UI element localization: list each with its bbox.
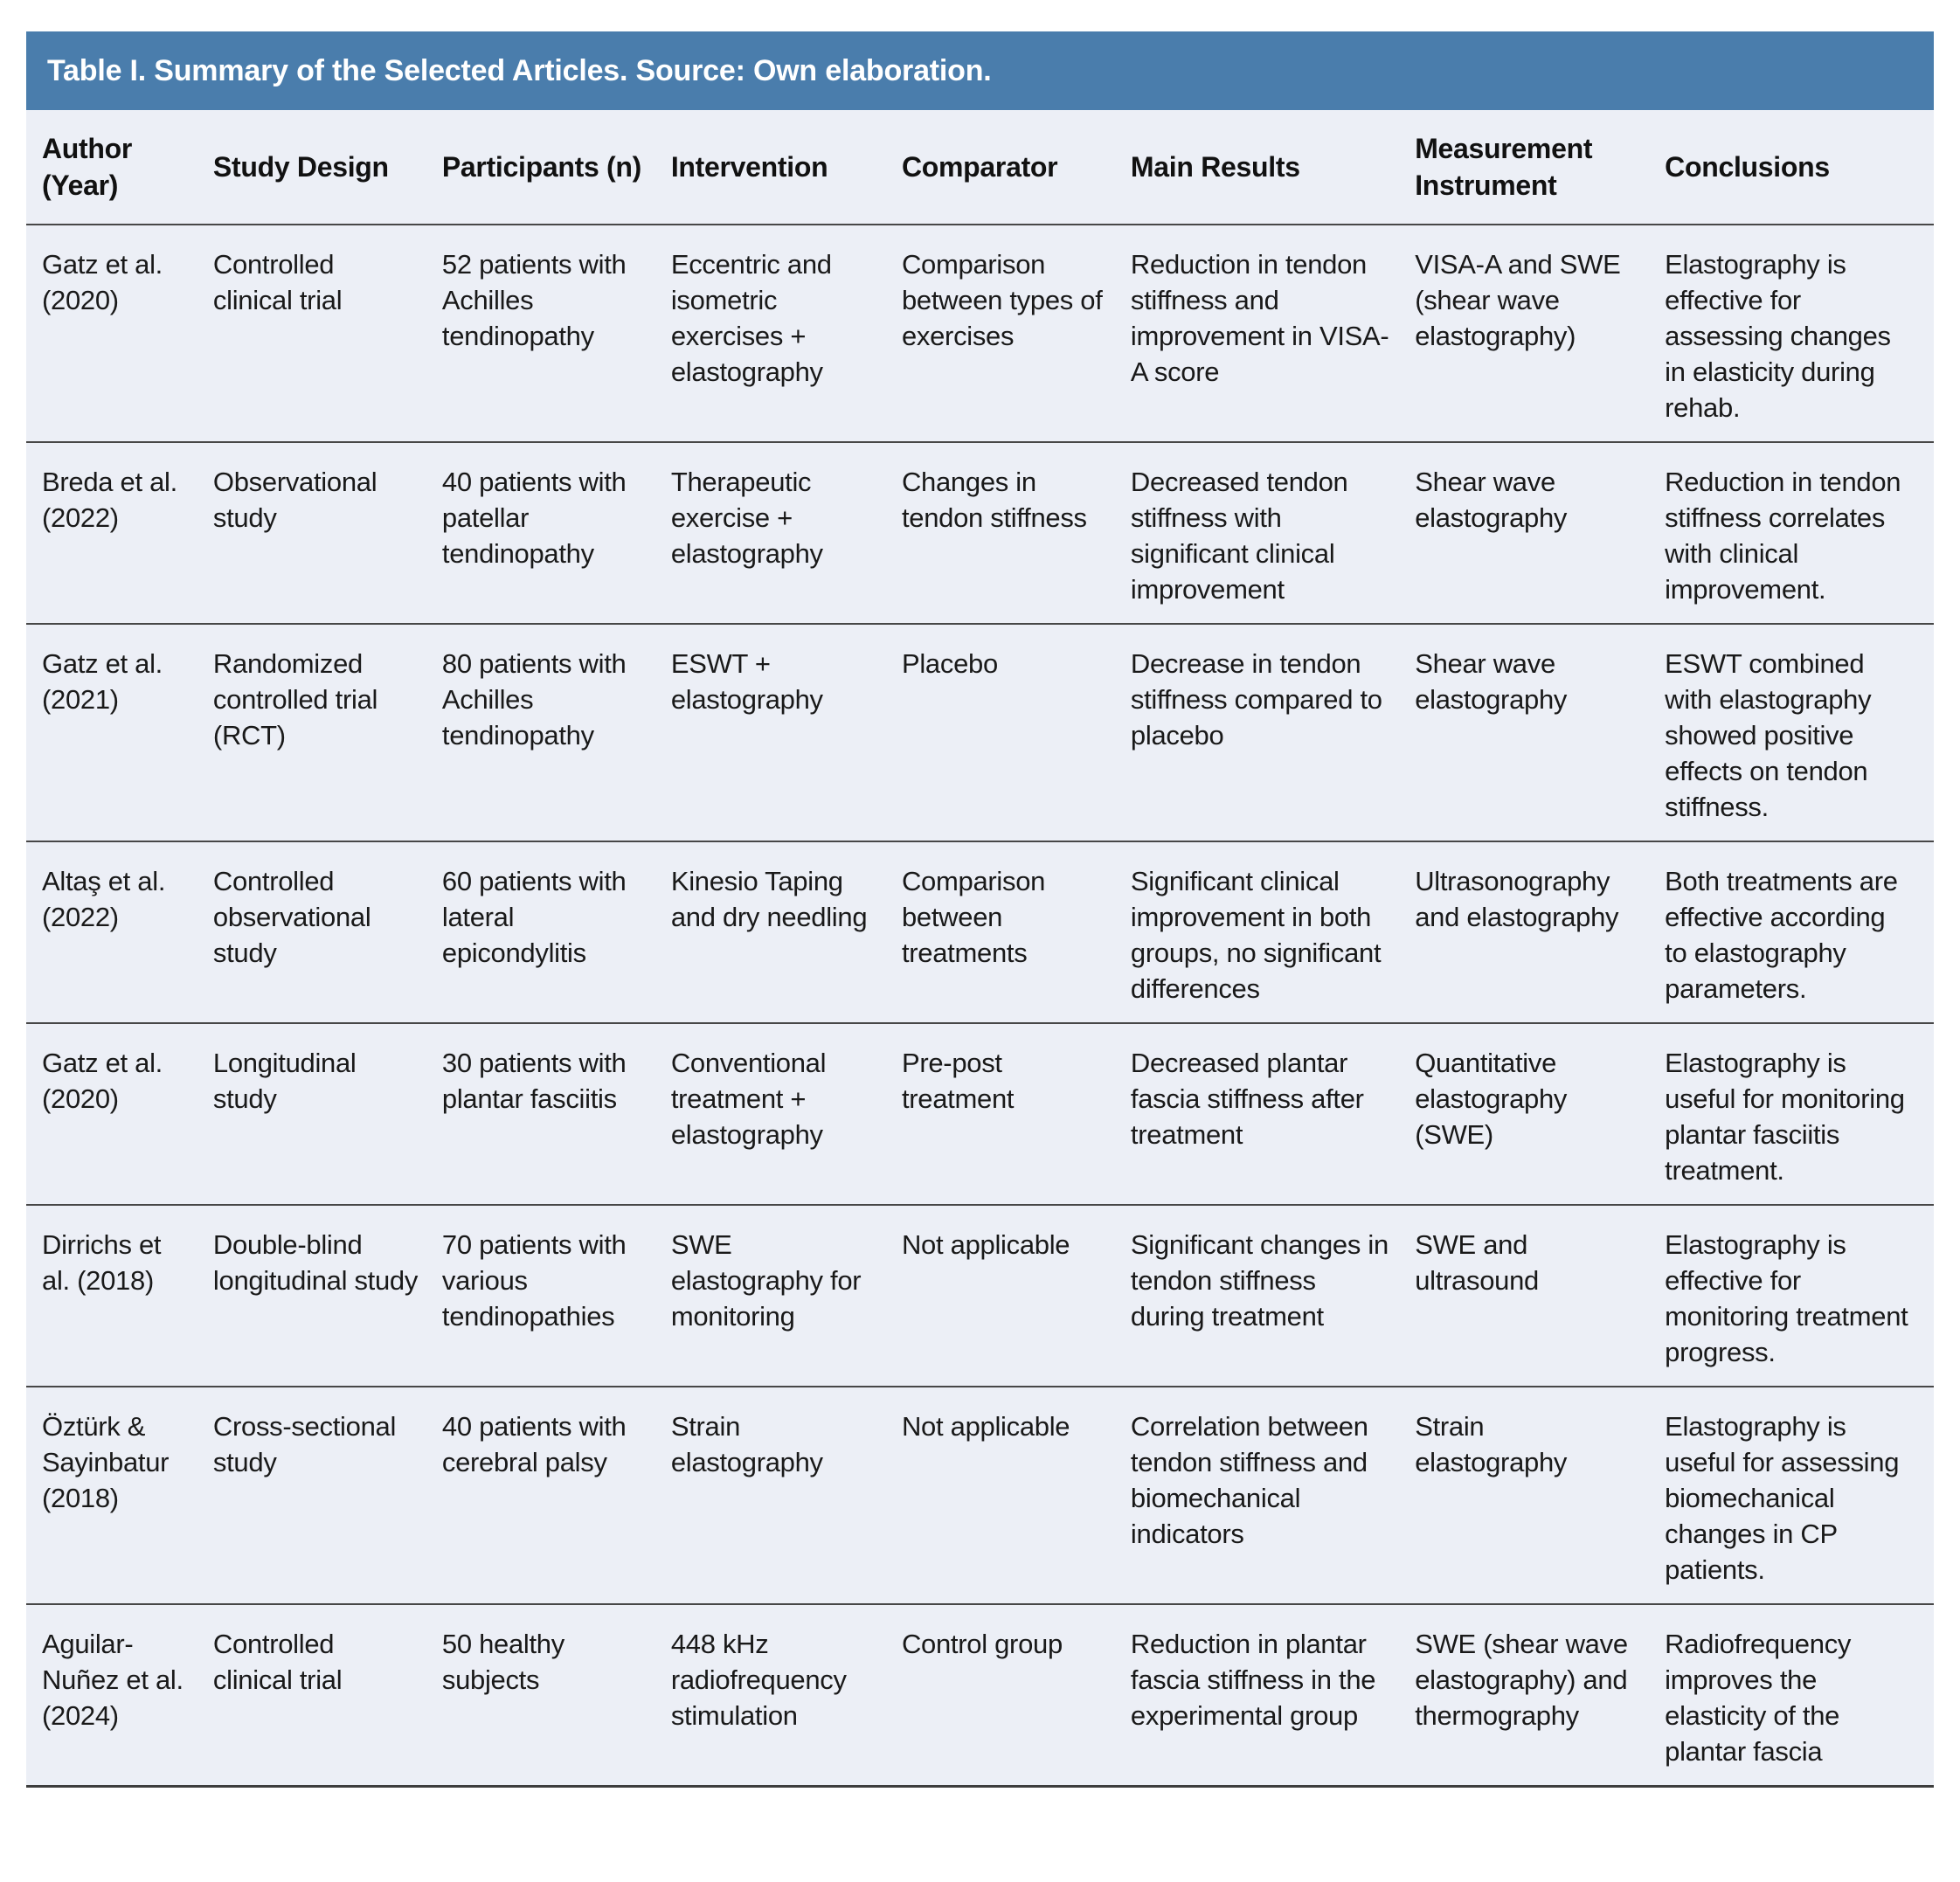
cell-participants: 80 patients with Achilles tendinopathy [442, 624, 671, 841]
table-row [26, 225, 1934, 442]
cell-intervention: Eccentric and isometric exercises + elastography [671, 225, 902, 442]
cell-measurement-instrument: SWE and ultrasound [1415, 1205, 1665, 1387]
cell-main-results: Reduction in tendon stiffness and improvement in VISA-A score [1131, 225, 1415, 442]
cell-comparator: Comparison between treatments [902, 841, 1131, 1023]
table-row [26, 1205, 1934, 1387]
cell-comparator: Pre-post treatment [902, 1023, 1131, 1205]
header-row [26, 110, 1934, 225]
table-row [26, 1023, 1934, 1205]
cell-conclusions: ESWT combined with elastography showed positive effects on tendon stiffness. [1665, 624, 1934, 841]
column-header-main-results: Main Results [1131, 110, 1415, 225]
cell-conclusions: Elastography is effective for monitoring treatment progress. [1665, 1205, 1934, 1387]
cell-comparator: Changes in tendon stiffness [902, 442, 1131, 624]
column-header-intervention: Intervention [671, 110, 902, 225]
cell-intervention: ESWT + elastography [671, 624, 902, 841]
table-row [26, 841, 1934, 1023]
cell-comparator: Comparison between types of exercises [902, 225, 1131, 442]
cell-author: Gatz et al. (2020) [26, 225, 213, 442]
cell-measurement-instrument: Shear wave elastography [1415, 442, 1665, 624]
cell-participants: 40 patients with patellar tendinopathy [442, 442, 671, 624]
cell-participants: 70 patients with various tendinopathies [442, 1205, 671, 1387]
cell-conclusions: Reduction in tendon stiffness correlates with clinical improvement. [1665, 442, 1934, 624]
cell-main-results: Reduction in plantar fascia stiffness in the experimental group [1131, 1604, 1415, 1787]
column-header-measurement-instrument: Measurement Instrument [1415, 110, 1665, 225]
cell-study-design: Observational study [213, 442, 442, 624]
table-row [26, 1387, 1934, 1604]
table-row [26, 1604, 1934, 1787]
cell-study-design: Controlled clinical trial [213, 225, 442, 442]
cell-intervention: 448 kHz radiofrequency stimulation [671, 1604, 902, 1787]
cell-comparator: Not applicable [902, 1205, 1131, 1387]
summary-table [26, 31, 1934, 1788]
column-header-conclusions: Conclusions [1665, 110, 1934, 225]
cell-conclusions: Both treatments are effective according to elastography parameters. [1665, 841, 1934, 1023]
cell-main-results: Correlation between tendon stiffness and biomechanical indicators [1131, 1387, 1415, 1604]
cell-study-design: Controlled clinical trial [213, 1604, 442, 1787]
table-title: Table I. Summary of the Selected Articles. Source: Own elaboration. [47, 53, 992, 87]
cell-study-design: Longitudinal study [213, 1023, 442, 1205]
cell-conclusions: Elastography is useful for monitoring plantar fasciitis treatment. [1665, 1023, 1934, 1205]
cell-participants: 50 healthy subjects [442, 1604, 671, 1787]
cell-intervention: Therapeutic exercise + elastography [671, 442, 902, 624]
cell-comparator: Placebo [902, 624, 1131, 841]
cell-measurement-instrument: Ultrasonography and elastography [1415, 841, 1665, 1023]
cell-study-design: Controlled observational study [213, 841, 442, 1023]
cell-participants: 52 patients with Achilles tendinopathy [442, 225, 671, 442]
table-row [26, 624, 1934, 841]
cell-author: Aguilar-Nuñez et al. (2024) [26, 1604, 213, 1787]
articles-table [26, 110, 1934, 1788]
cell-participants: 60 patients with lateral epicondylitis [442, 841, 671, 1023]
cell-participants: 40 patients with cerebral palsy [442, 1387, 671, 1604]
cell-measurement-instrument: Strain elastography [1415, 1387, 1665, 1604]
cell-measurement-instrument: SWE (shear wave elastography) and thermography [1415, 1604, 1665, 1787]
cell-author: Gatz et al. (2020) [26, 1023, 213, 1205]
cell-intervention: Kinesio Taping and dry needling [671, 841, 902, 1023]
cell-author: Altaş et al. (2022) [26, 841, 213, 1023]
cell-main-results: Significant changes in tendon stiffness during treatment [1131, 1205, 1415, 1387]
table-row [26, 442, 1934, 624]
cell-author: Öztürk & Sayinbatur (2018) [26, 1387, 213, 1604]
cell-intervention: SWE elastography for monitoring [671, 1205, 902, 1387]
cell-study-design: Randomized controlled trial (RCT) [213, 624, 442, 841]
column-header-study-design: Study Design [213, 110, 442, 225]
cell-comparator: Control group [902, 1604, 1131, 1787]
cell-measurement-instrument: Shear wave elastography [1415, 624, 1665, 841]
cell-conclusions: Elastography is effective for assessing changes in elasticity during rehab. [1665, 225, 1934, 442]
cell-main-results: Decrease in tendon stiffness compared to placebo [1131, 624, 1415, 841]
cell-author: Dirrichs et al. (2018) [26, 1205, 213, 1387]
cell-comparator: Not applicable [902, 1387, 1131, 1604]
cell-measurement-instrument: Quantitative elastography (SWE) [1415, 1023, 1665, 1205]
cell-measurement-instrument: VISA-A and SWE (shear wave elastography) [1415, 225, 1665, 442]
cell-main-results: Significant clinical improvement in both groups, no significant differences [1131, 841, 1415, 1023]
cell-conclusions: Elastography is useful for assessing biomechanical changes in CP patients. [1665, 1387, 1934, 1604]
cell-participants: 30 patients with plantar fasciitis [442, 1023, 671, 1205]
cell-study-design: Cross-sectional study [213, 1387, 442, 1604]
cell-intervention: Strain elastography [671, 1387, 902, 1604]
cell-author: Breda et al. (2022) [26, 442, 213, 624]
column-header-comparator: Comparator [902, 110, 1131, 225]
cell-main-results: Decreased tendon stiffness with significant clinical improvement [1131, 442, 1415, 624]
cell-conclusions: Radiofrequency improves the elasticity of the plantar fascia [1665, 1604, 1934, 1787]
column-header-author-year: Author (Year) [26, 110, 213, 225]
cell-intervention: Conventional treatment + elastography [671, 1023, 902, 1205]
cell-study-design: Double-blind longitudinal study [213, 1205, 442, 1387]
cell-main-results: Decreased plantar fascia stiffness after treatment [1131, 1023, 1415, 1205]
cell-author: Gatz et al. (2021) [26, 624, 213, 841]
column-header-participants: Participants (n) [442, 110, 671, 225]
table-title-bar [26, 31, 1934, 110]
